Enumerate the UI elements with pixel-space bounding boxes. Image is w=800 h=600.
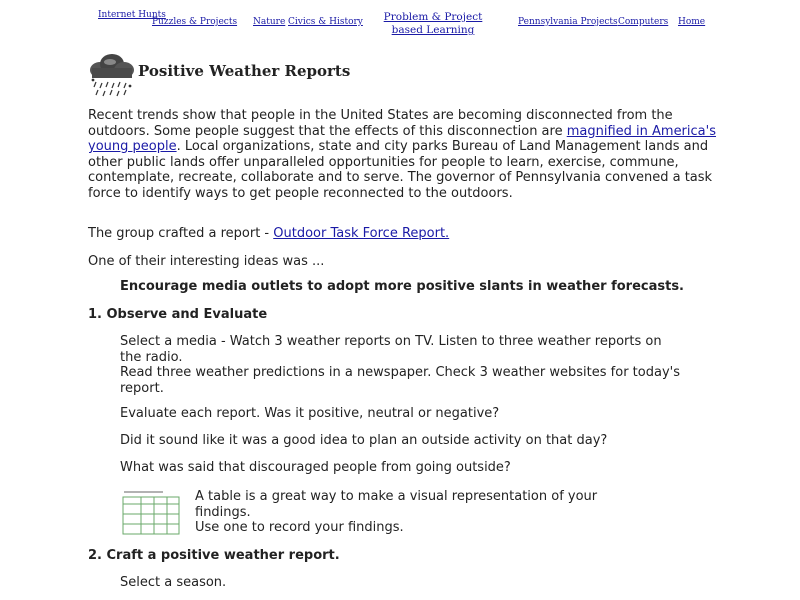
crafted-text: The group crafted a report - [88,226,274,241]
table-thumbnail-image [121,488,181,536]
nav-link-puzzles-projects[interactable]: Puzzles & Projects [152,17,238,27]
nav-link-computers[interactable]: Computers [618,17,669,27]
table-suggestion [195,489,635,536]
link-americas-young-people[interactable]: magnified in America's young people [88,123,716,154]
nav-link-civics-history[interactable]: Civics & History [288,17,363,27]
outside-activity-paragraph: Did it sound like it was a good idea to plan an outside activity on that day? [120,433,608,448]
select-season-paragraph: Select a season. [120,575,227,590]
intro-text-after: . Local organizations, state and city parks Bureau of Land Management lands and other public lands offer unparalleled opportunities for people to learn, exercise, commune, contemplate, recreate, collaborate and to serve. The governor of Pennsylvania convened a task force to identify ways to get people reconnected to the outdoors. [88,139,713,201]
page-header [86,52,486,100]
page-title: Positive Weather Reports [138,62,351,80]
select-media-paragraph [120,334,680,396]
select-media-line2: Read three weather predictions in a newspaper. Check 3 weather websites for today's report. [120,365,680,396]
table-suggestion-line1: A table is a great way to make a visual representation of your findings. [195,489,598,520]
section-heading-craft: 2. Craft a positive weather report. [88,548,340,563]
rain-cloud-icon [86,52,136,98]
table-suggestion-line2: Use one to record your findings. [195,520,404,535]
nav-link-internet-hunts[interactable]: Internet Hunts [98,10,166,20]
link-outdoor-task-force-report[interactable]: Outdoor Task Force Report. [273,226,450,241]
select-media-line1: Select a media - Watch 3 weather reports on TV. Listen to three weather reports on the radio. [120,334,662,365]
ideas-paragraph: One of their interesting ideas was ... [88,254,325,269]
section-heading-observe: 1. Observe and Evaluate [88,307,268,322]
discouraged-paragraph: What was said that discouraged people from going outside? [120,460,511,475]
highlight-quote: Encourage media outlets to adopt more positive slants in weather forecasts. [120,279,684,294]
evaluate-paragraph: Evaluate each report. Was it positive, neutral or negative? [120,406,500,421]
intro-paragraph [88,108,718,201]
crafted-paragraph [88,226,449,242]
nav-link-pennsylvania-projects[interactable]: Pennsylvania Projects [518,17,618,27]
intro-text-before: Recent trends show that people in the United States are becoming disconnected from the outdoors. Some people suggest that the effects of this disconnection are [88,108,673,139]
nav-link-problem-project-learning[interactable]: Problem & Project based Learning [383,11,483,36]
nav-link-nature[interactable]: Nature [253,17,286,27]
top-nav [88,10,718,40]
nav-link-home[interactable]: Home [678,17,706,27]
